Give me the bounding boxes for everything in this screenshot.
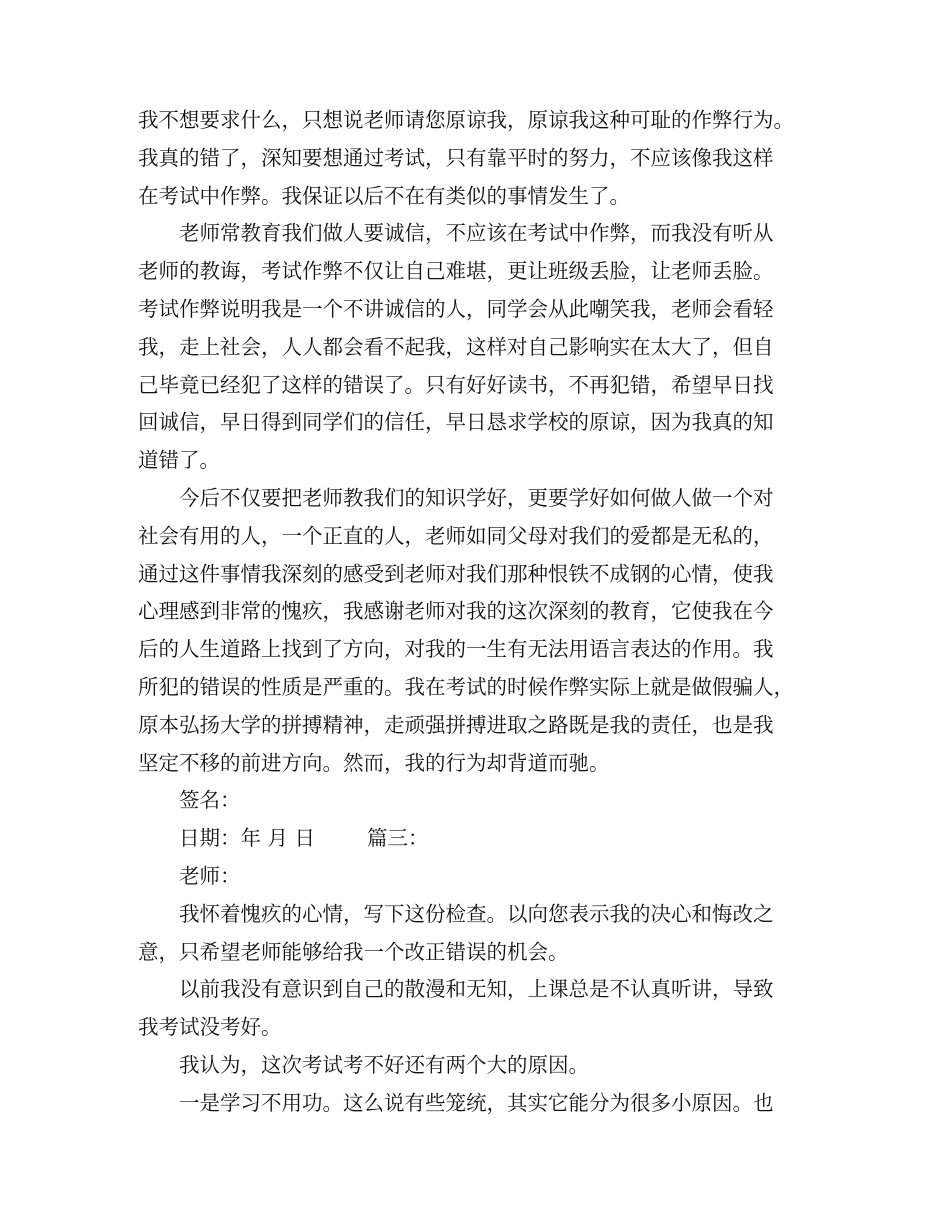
text-line: 坚定不移的前进方向。然而，我的行为却背道而驰。 [138, 750, 610, 775]
paragraph-start-line: 今后不仅要把老师教我们的知识学好，更要学好如何做人做一个对 [179, 485, 774, 510]
text-line: 我不想要求什么，只想说老师请您原谅我，原谅我这种可耻的作弊行为。 [138, 108, 794, 132]
paragraph-start-line: 我认为，这次考试考不好还有两个大的原因。 [179, 1052, 589, 1077]
text-line: 己毕竟已经犯了这样的错误了。只有好好读书，不再犯错，希望早日找 [138, 372, 774, 397]
text-line: 我真的错了，深知要想通过考试，只有靠平时的努力，不应该像我这样 [138, 145, 774, 170]
text-line: 所犯的错误的性质是严重的。我在考试的时候作弊实际上就是做假骗人， [138, 674, 794, 699]
text-line: 后的人生道路上找到了方向，对我的一生有无法用语言表达的作用。我 [138, 637, 774, 662]
text-line: 我，走上社会，人人都会看不起我，这样对自己影响实在太大了，但自 [138, 334, 774, 359]
signature-line: 签名： [179, 788, 241, 813]
text-line: 通过这件事情我深刻的感受到老师对我们那种恨铁不成钢的心情，使我 [138, 561, 774, 586]
text-line: 考试作弊说明我是一个不讲诚信的人，同学会从此嘲笑我，老师会看轻 [138, 296, 774, 321]
text-line: 回诚信，早日得到同学们的信任，早日恳求学校的原谅，因为我真的知 [138, 410, 774, 435]
paragraph-start-line: 老师常教育我们做人要诚信，不应该在考试中作弊，而我没有听从 [179, 221, 774, 246]
text-line: 意，只希望老师能够给我一个改正错误的机会。 [138, 939, 569, 964]
document-body [138, 102, 818, 1123]
date-label: 日期：年 月 日 [179, 826, 316, 851]
text-line: 我考试没考好。 [138, 1015, 282, 1040]
date-line [138, 820, 818, 858]
text-line: 道错了。 [138, 448, 220, 473]
text-line: 老师的教诲，考试作弊不仅让自己难堪，更让班级丢脸，让老师丢脸。 [138, 259, 774, 284]
text-line: 心理感到非常的愧疚，我感谢老师对我的这次深刻的教育，它使我在今 [138, 599, 774, 624]
paragraph-start-line: 我怀着愧疚的心情，写下这份检查。以向您表示我的决心和悔改之 [179, 901, 774, 926]
text-line: 在考试中作弊。我保证以后不在有类似的事情发生了。 [138, 183, 630, 208]
text-line: 原本弘扬大学的拼搏精神，走顽强拼搏进取之路既是我的责任，也是我 [138, 712, 774, 737]
text-line: 社会有用的人，一个正直的人，老师如同父母对我们的爱都是无私的， [138, 523, 774, 548]
paragraph-start-line: 一是学习不用功。这么说有些笼统，其实它能分为很多小原因。也 [179, 1090, 774, 1115]
section-heading: 篇三： [367, 826, 429, 851]
paragraph-start-line: 以前我没有意识到自己的散漫和无知，上课总是不认真听讲，导致 [179, 977, 774, 1002]
salutation-line: 老师： [179, 863, 241, 888]
